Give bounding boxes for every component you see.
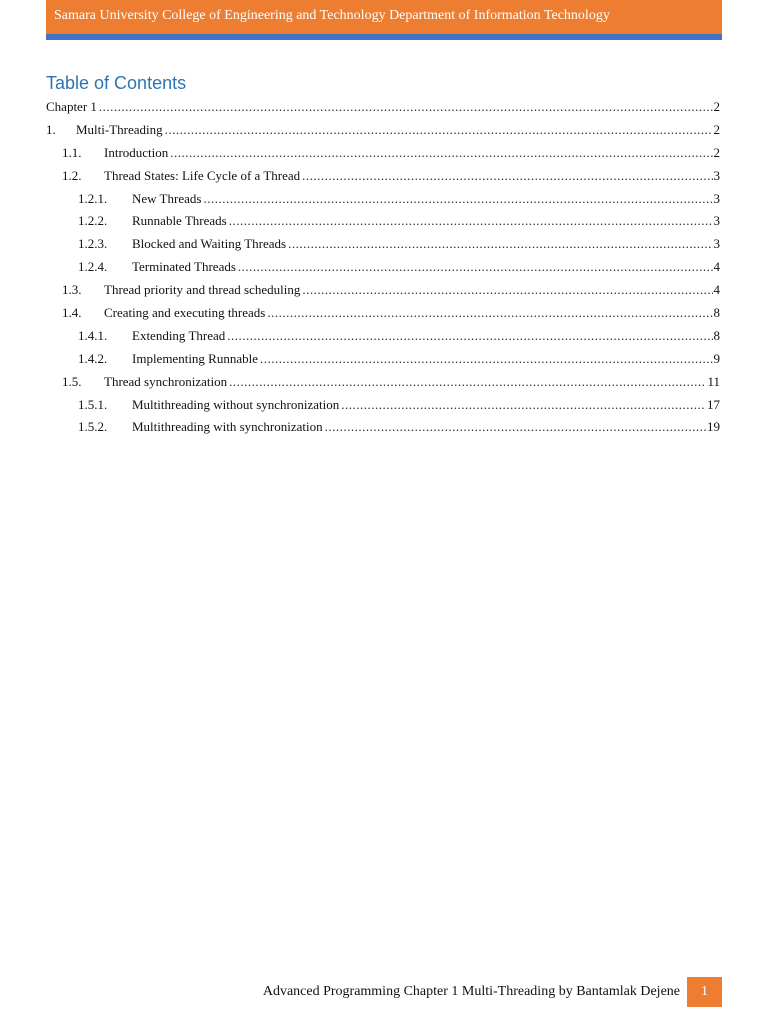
toc-dot-leader xyxy=(165,119,713,142)
toc-entry[interactable] xyxy=(46,256,722,279)
toc-entry[interactable] xyxy=(46,325,722,348)
toc-dot-leader xyxy=(341,394,706,417)
toc-dot-leader xyxy=(267,302,712,325)
toc-entry-label: Thread synchronization xyxy=(104,373,228,389)
header-band xyxy=(46,0,722,34)
toc-entry-label: Implementing Runnable xyxy=(132,350,259,366)
toc-entry[interactable] xyxy=(46,119,722,142)
toc-entry-label: Multithreading without synchronization xyxy=(132,396,340,412)
toc-dot-leader xyxy=(170,142,712,165)
toc-dot-leader xyxy=(260,348,712,371)
header-text: Samara University College of Engineering and Technology Department of Information Technology xyxy=(54,8,610,23)
toc-entry-label: Thread priority and thread scheduling xyxy=(104,282,301,298)
toc-entry-page-number: 3 xyxy=(713,236,720,252)
toc-dot-leader xyxy=(288,233,712,256)
toc-entry-page-number: 9 xyxy=(713,350,720,366)
toc-entry-label: Runnable Threads xyxy=(132,213,227,229)
toc-dot-leader xyxy=(203,188,712,211)
toc-entry[interactable] xyxy=(46,142,722,165)
toc-entry[interactable] xyxy=(46,416,722,439)
toc-dot-leader xyxy=(229,371,706,394)
toc-entry-label: New Threads xyxy=(132,190,202,206)
toc-dot-leader xyxy=(227,325,712,348)
toc-dot-leader xyxy=(99,96,713,119)
toc-entry-number: 1.1. xyxy=(62,144,82,160)
toc-entry[interactable] xyxy=(46,165,722,188)
toc-entry[interactable] xyxy=(46,279,722,302)
toc-entry-number: 1.4.2. xyxy=(78,350,108,366)
toc-entry-page-number: 8 xyxy=(713,327,720,343)
toc-entry[interactable] xyxy=(46,233,722,256)
toc-entry-number: 1.4.1. xyxy=(78,327,108,343)
toc-entry-label: Introduction xyxy=(104,144,169,160)
toc-entry-page-number: 8 xyxy=(713,305,720,321)
toc-entry-number: 1.5.2. xyxy=(78,419,108,435)
toc-entry-page-number: 4 xyxy=(713,282,720,298)
toc-entry-label: Creating and executing threads xyxy=(104,305,266,321)
toc-entry-page-number: 11 xyxy=(707,373,720,389)
toc-entry-number: 1.5.1. xyxy=(78,396,108,412)
header-rule xyxy=(46,34,722,40)
toc-dot-leader xyxy=(325,416,706,439)
toc-entry[interactable] xyxy=(46,302,722,325)
toc-entry-label: Multithreading with synchronization xyxy=(132,419,323,435)
toc-entry-page-number: 4 xyxy=(713,259,720,275)
toc-entry-page-number: 3 xyxy=(713,167,720,183)
toc-title: Table of Contents xyxy=(46,73,187,93)
toc-entry-label: Multi-Threading xyxy=(76,121,163,137)
toc-entry-page-number: 2 xyxy=(713,144,720,160)
toc-entry-number: 1.2.1. xyxy=(78,190,108,206)
table-of-contents xyxy=(46,96,722,439)
toc-entry-label: Thread States: Life Cycle of a Thread xyxy=(104,167,301,183)
toc-entry-label: Extending Thread xyxy=(132,327,226,343)
toc-entry-number: 1.5. xyxy=(62,373,82,389)
toc-entry[interactable] xyxy=(46,188,722,211)
toc-dot-leader xyxy=(229,210,713,233)
toc-entry-page-number: 3 xyxy=(713,213,720,229)
toc-entry[interactable] xyxy=(46,371,722,394)
toc-entry-number: 1.2.2. xyxy=(78,213,108,229)
toc-entry-number: 1.2. xyxy=(62,167,82,183)
toc-entry-number: 1.2.4. xyxy=(78,259,108,275)
toc-entry-page-number: 19 xyxy=(707,419,720,435)
toc-dot-leader xyxy=(302,279,712,302)
toc-entry-label: Chapter 1 xyxy=(46,99,97,114)
toc-entry-number: 1.3. xyxy=(62,282,82,298)
toc-entry-page-number: 3 xyxy=(713,190,720,206)
toc-dot-leader xyxy=(302,165,712,188)
page-number-badge: 1 xyxy=(687,977,722,1007)
toc-entry[interactable] xyxy=(46,348,722,371)
toc-entry-page-number: 2 xyxy=(713,99,720,114)
footer-text: Advanced Programming Chapter 1 Multi-Threading by Bantamlak Dejene xyxy=(262,984,680,999)
toc-entry[interactable] xyxy=(46,96,722,119)
toc-entry-number: 1.4. xyxy=(62,305,82,321)
toc-entry-number: 1. xyxy=(46,121,56,137)
toc-entry[interactable] xyxy=(46,394,722,417)
toc-entry[interactable] xyxy=(46,210,722,233)
toc-entry-page-number: 17 xyxy=(707,396,720,412)
toc-entry-label: Blocked and Waiting Threads xyxy=(132,236,287,252)
toc-entry-number: 1.2.3. xyxy=(78,236,108,252)
toc-entry-page-number: 2 xyxy=(713,121,720,137)
toc-entry-label: Terminated Threads xyxy=(132,259,236,275)
toc-dot-leader xyxy=(238,256,713,279)
